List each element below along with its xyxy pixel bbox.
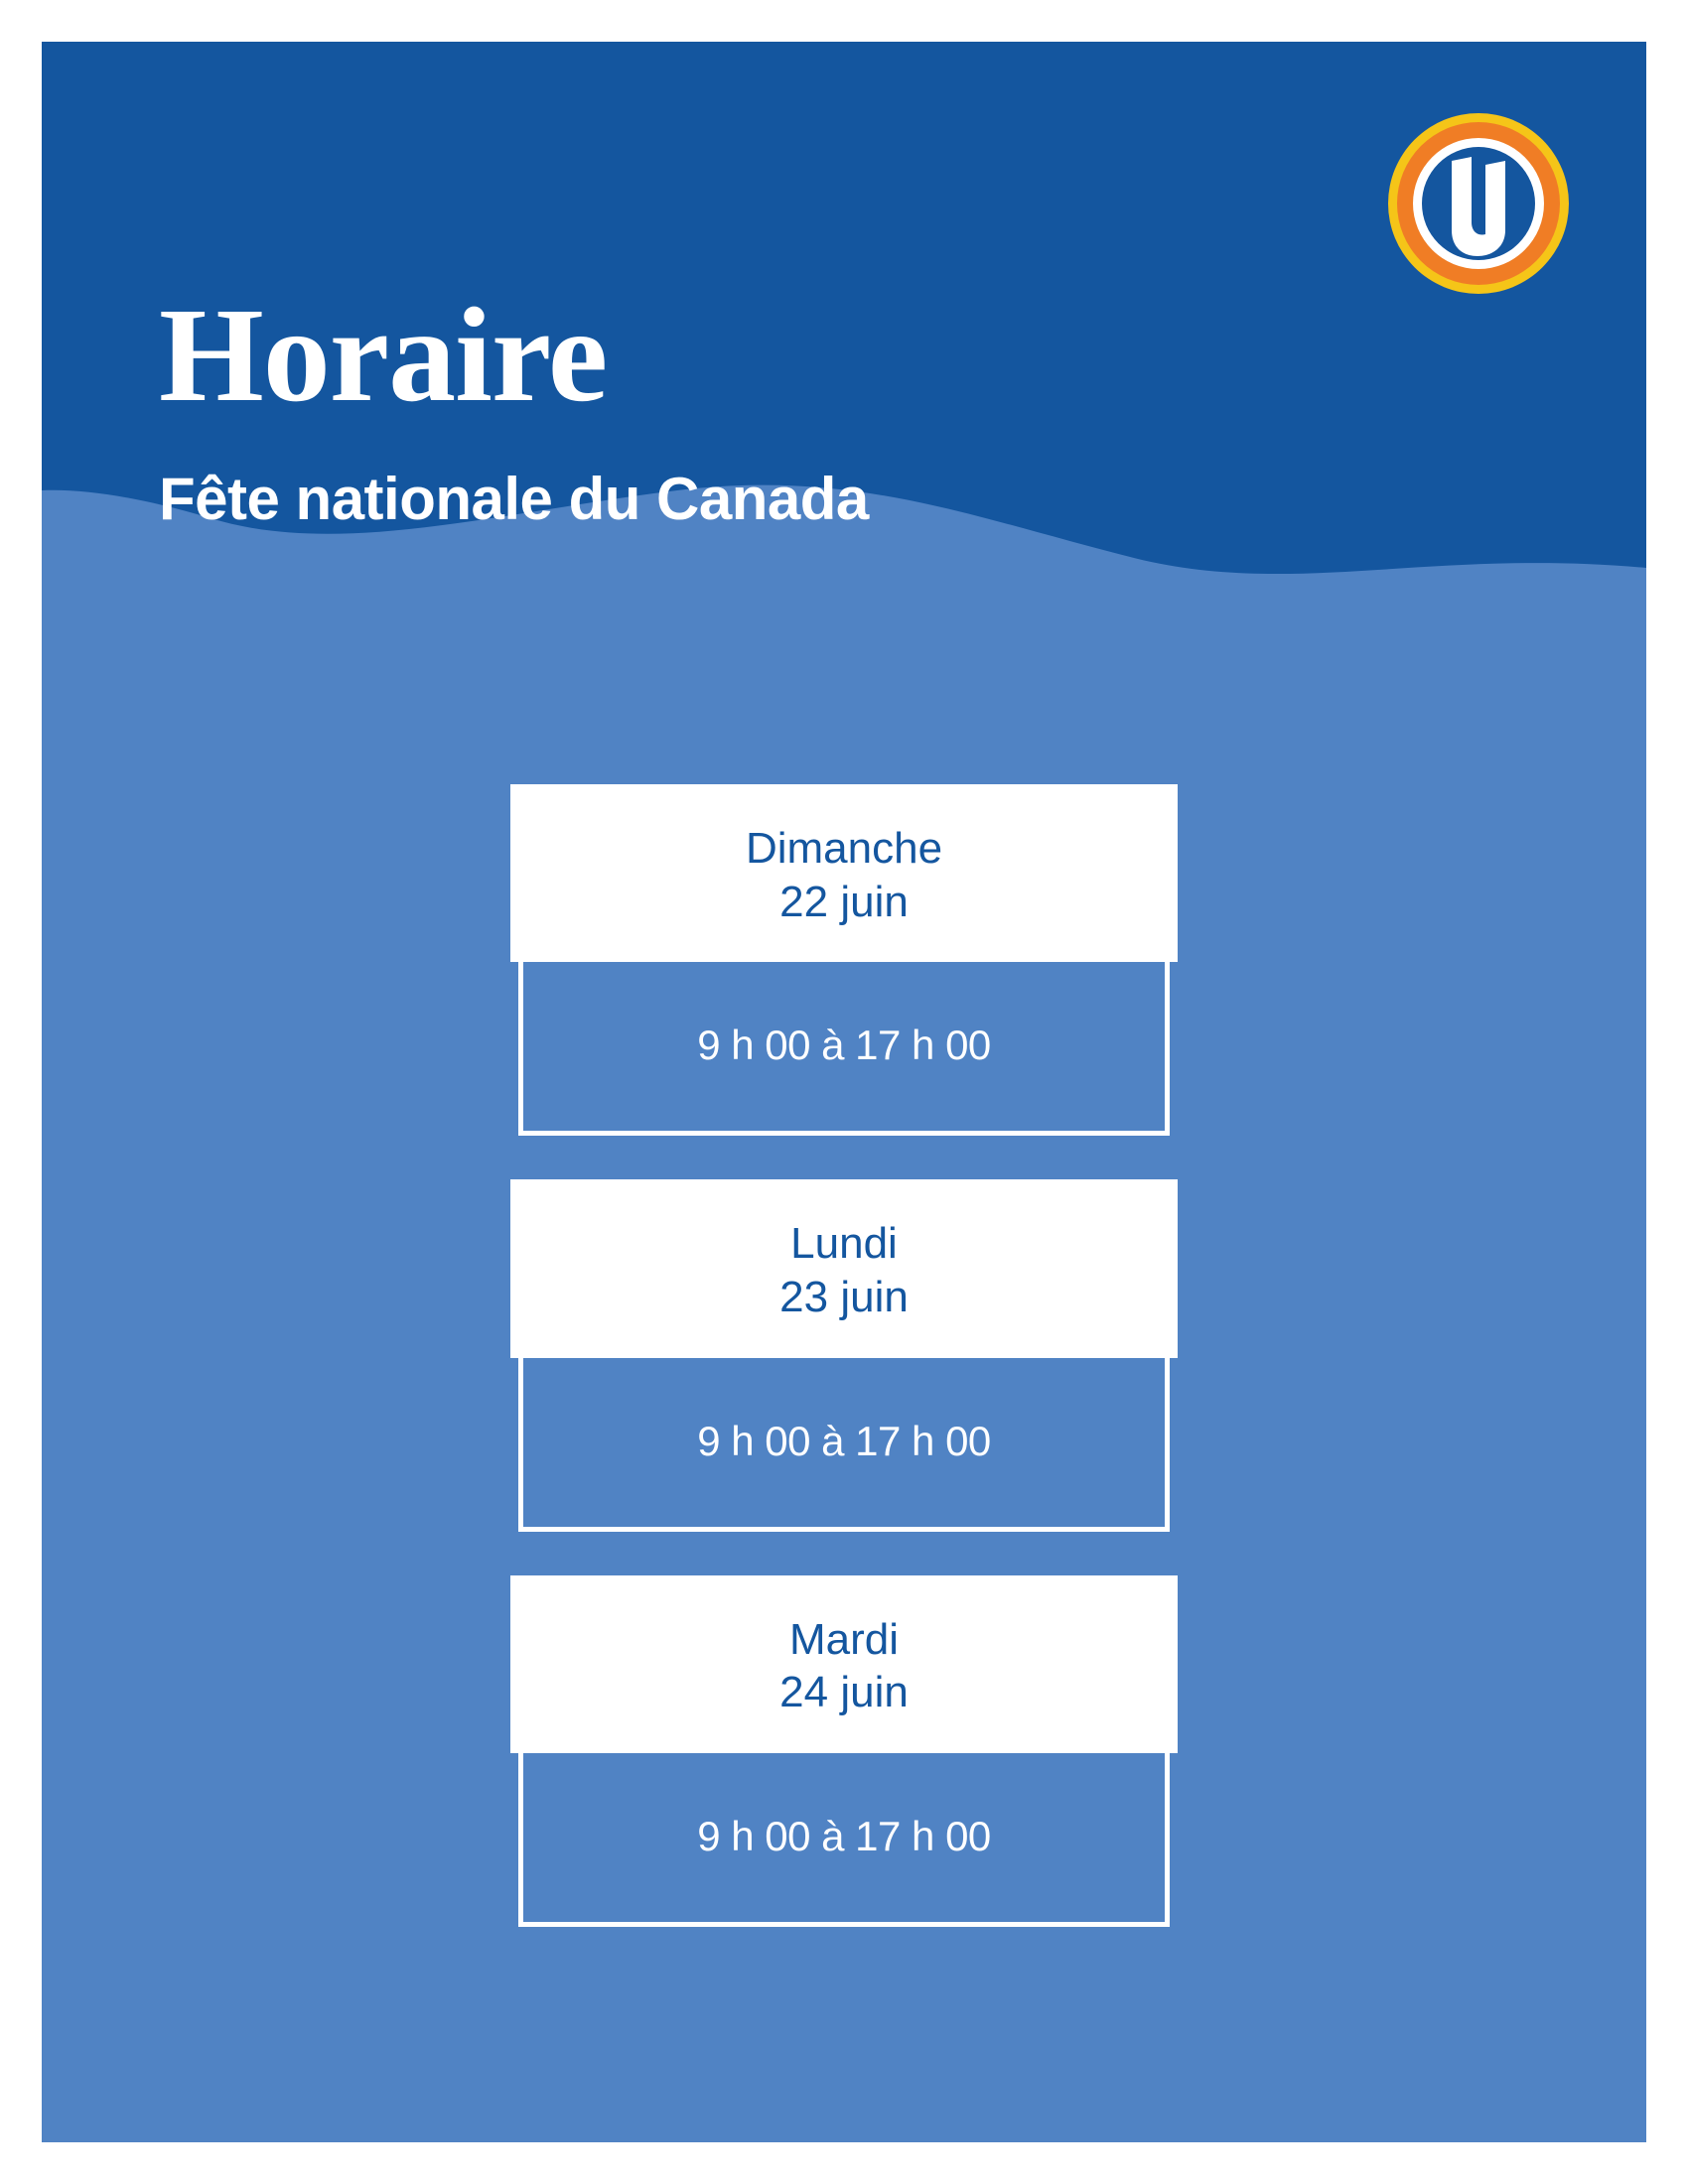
day-hours: 9 h 00 à 17 h 00 [518, 962, 1170, 1136]
u-logo-icon [1386, 111, 1571, 296]
schedule-card [510, 784, 1178, 1136]
card-day-header [510, 784, 1178, 962]
page-subtitle: Fête nationale du Canada [159, 466, 869, 532]
day-date: 23 juin [779, 1273, 909, 1322]
schedule-card [510, 1179, 1178, 1531]
day-of-week: Lundi [790, 1219, 898, 1269]
card-day-header [510, 1575, 1178, 1753]
day-hours: 9 h 00 à 17 h 00 [518, 1358, 1170, 1532]
day-hours: 9 h 00 à 17 h 00 [518, 1753, 1170, 1927]
schedule-list [0, 784, 1688, 1927]
day-date: 22 juin [779, 877, 909, 926]
page-title: Horaire [159, 281, 608, 430]
schedule-card [510, 1575, 1178, 1927]
day-of-week: Dimanche [745, 824, 943, 873]
header-text-block [159, 281, 1350, 532]
card-day-header [510, 1179, 1178, 1357]
day-date: 24 juin [779, 1668, 909, 1717]
day-of-week: Mardi [788, 1614, 900, 1664]
